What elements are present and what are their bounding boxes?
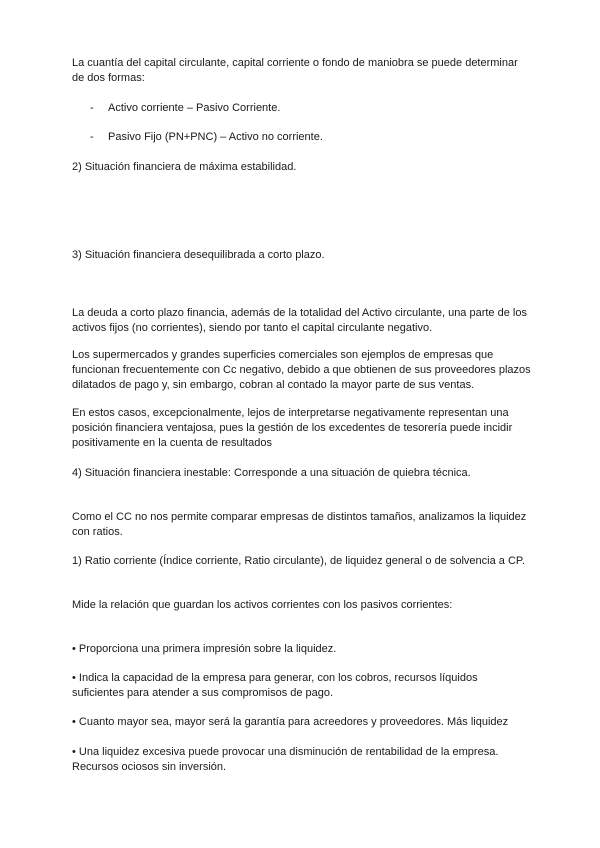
dash-bullet: - [90,102,94,114]
section-2-heading: 2) Situación financiera de máxima estabilidad. [72,161,297,173]
section-3-heading: 3) Situación financiera desequilibrada a corto plazo. [72,249,325,261]
bullet-item-1: • Proporciona una primera impresión sobre la liquidez. [72,643,337,655]
bullet-item-4: • Una liquidez excesiva puede provocar una disminución de rentabilidad de la empresa. Recursos ociosos sin inversión. [72,746,499,773]
section-4-heading: 4) Situación financiera inestable: Corresponde a una situación de quiebra técnica. [72,467,471,479]
section-3-paragraph-2: Los supermercados y grandes superficies comerciales son ejemplos de empresas que funcionan frecuentemente con Cc negativo, debido a que obtienen de sus proveedores plazos dilatados de pago y, sin embargo, cobran al contado la mayor parte de sus ventas. [72,349,531,391]
list-item-form-1 [90,101,530,116]
ratios-intro-paragraph: Como el CC no nos permite comparar empresas de distintos tamaños, analizamos la liquidez con ratios. [72,511,527,538]
list-item-text: Pasivo Fijo (PN+PNC) – Activo no corriente. [108,131,323,143]
dash-bullet: - [90,131,94,143]
list-item-form-2 [90,130,530,145]
list-item-text: Activo corriente – Pasivo Corriente. [108,102,281,114]
section-3-paragraph-1: La deuda a corto plazo financia, además de la totalidad del Activo circulante, una parte de los activos fijos (no corrientes), siendo por tanto el capital circulante negativo. [72,307,527,334]
ratio-1-heading: 1) Ratio corriente (Índice corriente, Ratio circulante), de liquidez general o de solvencia a CP. [72,555,525,567]
bullet-item-2: • Indica la capacidad de la empresa para generar, con los cobros, recursos líquidos suficientes para atender a sus compromisos de pago. [72,672,478,699]
section-3-paragraph-3: En estos casos, excepcionalmente, lejos de interpretarse negativamente representan una posición financiera ventajosa, pues la gestión de los excedentes de tesorería puede incidir positivamente en la cuenta de resultados [72,407,513,449]
bullet-item-3: • Cuanto mayor sea, mayor será la garantía para acreedores y proveedores. Más liquidez [72,716,509,728]
intro-paragraph: La cuantía del capital circulante, capital corriente o fondo de maniobra se puede determinar de dos formas: [72,57,518,84]
ratio-1-description: Mide la relación que guardan los activos corrientes con los pasivos corrientes: [72,599,453,611]
